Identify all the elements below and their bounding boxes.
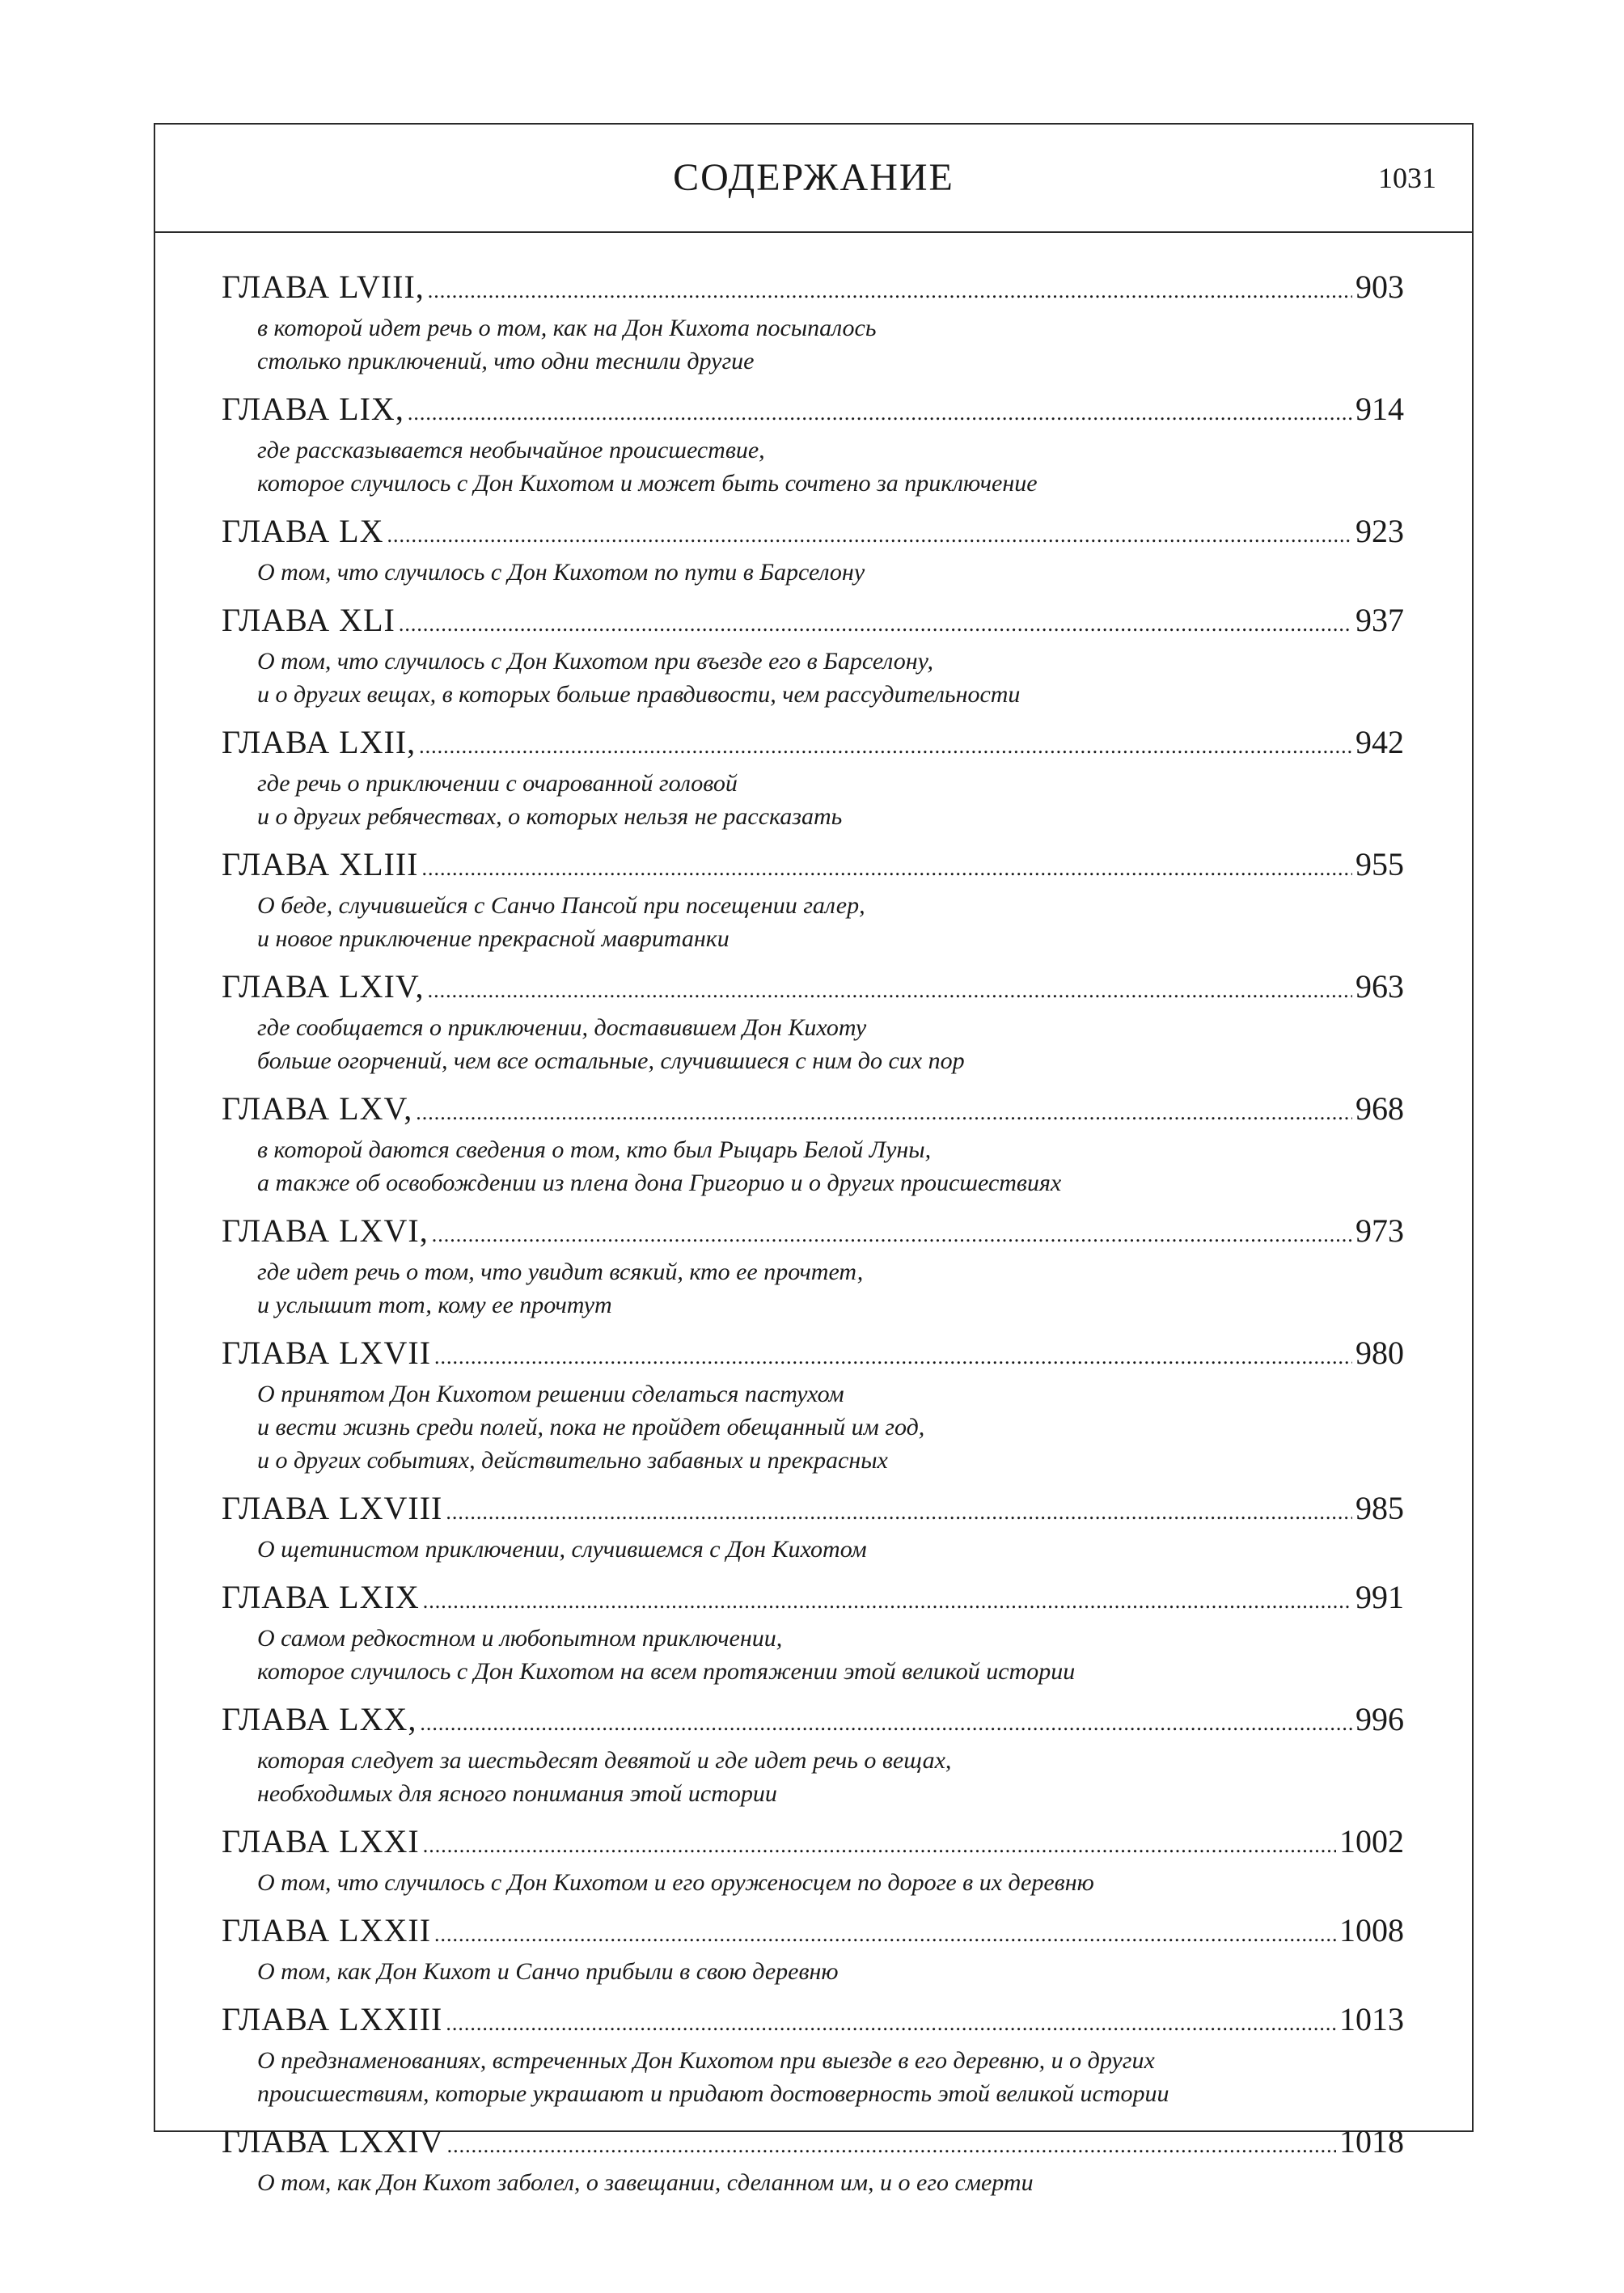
chapter-description <box>257 1133 1404 1199</box>
chapter-description <box>257 1533 1404 1566</box>
toc-entry[interactable] <box>222 844 1404 955</box>
toc-entry-heading <box>222 1089 1404 1133</box>
chapter-title: ГЛАВА LXXII <box>222 1912 432 1948</box>
toc-entry[interactable] <box>222 1999 1404 2110</box>
description-line: и о других событиях, действительно забавных и прекрасных <box>257 1447 888 1474</box>
chapter-title: ГЛАВА LXVI, <box>222 1212 429 1249</box>
toc-entry[interactable] <box>222 1211 1404 1322</box>
dot-leader <box>428 971 1352 1011</box>
toc-entry-heading <box>222 1821 1404 1866</box>
chapter-description <box>257 889 1404 955</box>
chapter-page: 1002 <box>1339 1823 1404 1859</box>
chapter-page: 942 <box>1355 724 1404 760</box>
chapter-page: 914 <box>1355 391 1404 427</box>
toc-entry[interactable] <box>222 1333 1404 1477</box>
chapter-title: ГЛАВА LXXIV <box>222 2123 444 2160</box>
chapter-page: 1008 <box>1339 1912 1404 1948</box>
chapter-title: ГЛАВА LXX, <box>222 1701 417 1737</box>
chapter-page: 903 <box>1355 269 1404 305</box>
toc-entry[interactable] <box>222 1577 1404 1688</box>
chapter-page: 937 <box>1355 602 1404 638</box>
chapter-title: ГЛАВА LXVII <box>222 1335 432 1371</box>
toc-entry-heading <box>222 389 1404 434</box>
description-line: и услышит тот, кому ее прочтут <box>257 1292 612 1318</box>
description-line: необходимых для ясного понимания этой истории <box>257 1780 777 1807</box>
description-line: где речь о приключении с очарованной головой <box>257 770 738 797</box>
toc-entry-heading <box>222 844 1404 889</box>
toc-entry[interactable] <box>222 267 1404 378</box>
chapter-page: 991 <box>1355 1579 1404 1615</box>
dot-leader <box>432 1215 1352 1255</box>
toc-entry[interactable] <box>222 1821 1404 1899</box>
description-line: и вести жизнь среди полей, пока не пройдет обещанный им год, <box>257 1414 925 1441</box>
toc-entry[interactable] <box>222 1488 1404 1566</box>
description-line: где идет речь о том, что увидит всякий, кто ее прочтет, <box>257 1259 864 1285</box>
description-line: О принятом Дон Кихотом решении сделаться пастухом <box>257 1381 844 1407</box>
toc-entry-heading <box>222 967 1404 1011</box>
toc-entry[interactable] <box>222 511 1404 589</box>
dot-leader <box>428 271 1352 311</box>
chapter-description <box>257 2044 1404 2110</box>
toc-entry-heading <box>222 511 1404 556</box>
description-line: О беде, случившейся с Санчо Пансой при посещении галер, <box>257 892 865 919</box>
toc-entry-heading <box>222 722 1404 767</box>
description-line: О том, что случилось с Дон Кихотом по пути в Барселону <box>257 559 865 586</box>
page-header <box>155 125 1472 233</box>
chapter-title: ГЛАВА LXXIII <box>222 2001 443 2037</box>
chapter-title: ГЛАВА LXIX <box>222 1579 420 1615</box>
chapter-page: 963 <box>1355 968 1404 1005</box>
chapter-description <box>257 434 1404 500</box>
toc-entry[interactable] <box>222 722 1404 833</box>
dot-leader <box>408 393 1352 434</box>
chapter-description <box>257 1866 1404 1899</box>
dot-leader <box>419 726 1352 767</box>
page-number: 1031 <box>1378 162 1436 194</box>
chapter-page: 1013 <box>1339 2001 1404 2037</box>
toc-entry-heading <box>222 600 1404 645</box>
chapter-description <box>257 1744 1404 1810</box>
dot-leader <box>421 848 1352 889</box>
chapter-page: 985 <box>1355 1490 1404 1526</box>
chapter-description <box>257 1955 1404 1988</box>
chapter-description <box>257 645 1404 711</box>
chapter-description <box>257 1622 1404 1688</box>
toc-entry[interactable] <box>222 1699 1404 1810</box>
dot-leader <box>423 1581 1352 1622</box>
dot-leader <box>434 1914 1336 1955</box>
toc-entry-heading <box>222 1333 1404 1377</box>
description-line: которая следует за шестьдесят девятой и где идет речь о вещах, <box>257 1747 952 1774</box>
description-line: О предзнаменованиях, встреченных Дон Кихотом при выезде в его деревню, и о других <box>257 2047 1155 2074</box>
chapter-description <box>257 1011 1404 1077</box>
toc-entry-heading <box>222 2122 1404 2166</box>
chapter-page: 980 <box>1355 1335 1404 1371</box>
chapter-page: 923 <box>1355 513 1404 549</box>
chapter-title: ГЛАВА LXIV, <box>222 968 425 1005</box>
description-line: О щетинистом приключении, случившемся с Дон Кихотом <box>257 1536 867 1563</box>
table-of-contents <box>222 267 1404 2211</box>
description-line: и о других ребячествах, о которых нельзя не рассказать <box>257 803 843 830</box>
chapter-description <box>257 556 1404 589</box>
description-line: происшествиям, которые украшают и придают достоверность этой великой истории <box>257 2080 1169 2107</box>
chapter-page: 968 <box>1355 1090 1404 1127</box>
chapter-title: ГЛАВА LXV, <box>222 1090 413 1127</box>
toc-entry-heading <box>222 1488 1404 1533</box>
chapter-title: ГЛАВА LVIII, <box>222 269 425 305</box>
chapter-page: 1018 <box>1339 2123 1404 2160</box>
chapter-description <box>257 1255 1404 1322</box>
chapter-title: ГЛАВА LXXI <box>222 1823 420 1859</box>
description-line: в которой даются сведения о том, кто был Рыцарь Белой Луны, <box>257 1136 932 1163</box>
toc-entry[interactable] <box>222 600 1404 711</box>
toc-entry-heading <box>222 267 1404 311</box>
dot-leader <box>423 1826 1336 1866</box>
toc-entry[interactable] <box>222 1910 1404 1988</box>
page-title: СОДЕРЖАНИЕ <box>673 156 954 199</box>
description-line: больше огорчений, чем все остальные, случившиеся с ним до сих пор <box>257 1047 965 1074</box>
description-line: а также об освобождении из плена дона Григорио и о других происшествиях <box>257 1170 1062 1196</box>
description-line: О том, как Дон Кихот заболел, о завещании, сделанном им, и о его смерти <box>257 2169 1034 2196</box>
dot-leader <box>446 2003 1336 2044</box>
description-line: О том, что случилось с Дон Кихотом при въезде его в Барселону, <box>257 648 933 675</box>
description-line: которое случилось с Дон Кихотом на всем протяжении этой великой истории <box>257 1658 1076 1685</box>
toc-entry-heading <box>222 1910 1404 1955</box>
chapter-title: ГЛАВА XLIII <box>222 846 419 882</box>
chapter-title: ГЛАВА LIX, <box>222 391 404 427</box>
description-line: О том, что случилось с Дон Кихотом и его оруженосцем по дороге в их деревню <box>257 1869 1094 1896</box>
chapter-title: ГЛАВА LXVIII <box>222 1490 443 1526</box>
toc-entry-heading <box>222 1699 1404 1744</box>
toc-entry[interactable] <box>222 2122 1404 2199</box>
description-line: где сообщается о приключении, доставившем Дон Кихоту <box>257 1014 867 1041</box>
chapter-page: 955 <box>1355 846 1404 882</box>
description-line: которое случилось с Дон Кихотом и может быть сочтено за приключение <box>257 470 1038 497</box>
description-line: в которой идет речь о том, как на Дон Кихота посыпалось <box>257 315 877 341</box>
chapter-title: ГЛАВА LX <box>222 513 384 549</box>
toc-entry[interactable] <box>222 389 1404 500</box>
chapter-description <box>257 2166 1404 2199</box>
chapter-title: ГЛАВА XLI <box>222 602 395 638</box>
dot-leader <box>447 2126 1336 2166</box>
chapter-description <box>257 1377 1404 1477</box>
description-line: О том, как Дон Кихот и Санчо прибыли в свою деревню <box>257 1958 839 1985</box>
toc-entry[interactable] <box>222 967 1404 1077</box>
page-frame <box>154 123 1474 2196</box>
description-line: столько приключений, что одни теснили другие <box>257 348 755 374</box>
chapter-page: 973 <box>1355 1212 1404 1249</box>
toc-entry[interactable] <box>222 1089 1404 1199</box>
toc-entry-heading <box>222 1999 1404 2044</box>
dot-leader <box>416 1093 1352 1133</box>
toc-entry-heading <box>222 1577 1404 1622</box>
description-line: где рассказывается необычайное происшествие, <box>257 437 765 463</box>
chapter-page: 996 <box>1355 1701 1404 1737</box>
description-line: и новое приключение прекрасной мавританки <box>257 925 730 952</box>
toc-entry-heading <box>222 1211 1404 1255</box>
dot-leader <box>387 515 1353 556</box>
dot-leader <box>434 1337 1352 1377</box>
chapter-title: ГЛАВА LXII, <box>222 724 417 760</box>
description-line: О самом редкостном и любопытном приключении, <box>257 1625 783 1652</box>
dot-leader <box>420 1703 1352 1744</box>
dot-leader <box>446 1492 1352 1533</box>
chapter-description <box>257 767 1404 833</box>
chapter-description <box>257 311 1404 378</box>
description-line: и о других вещах, в которых больше правдивости, чем рассудительности <box>257 681 1021 708</box>
dot-leader <box>399 604 1352 645</box>
